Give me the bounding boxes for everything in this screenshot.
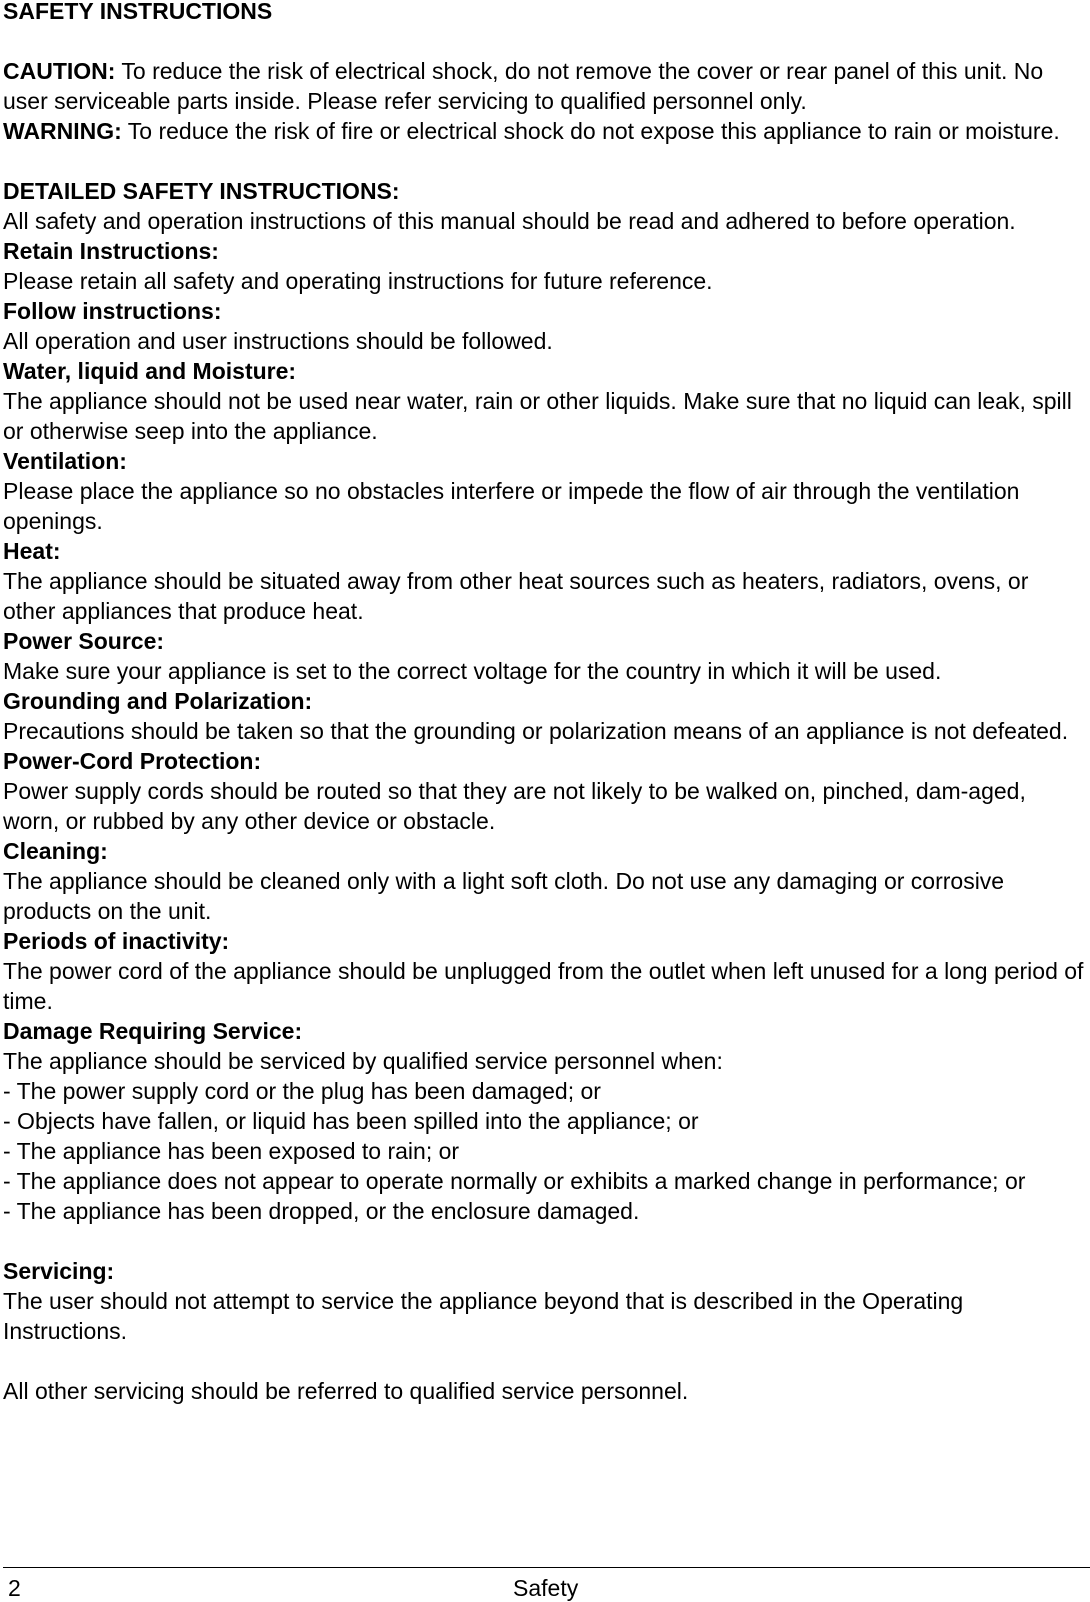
section-heading-ventilation: Ventilation:	[3, 448, 127, 474]
detailed-intro: All safety and operation instructions of this manual should be read and adhered to before operation.	[3, 208, 1016, 234]
detailed-heading: DETAILED SAFETY INSTRUCTIONS:	[3, 178, 400, 204]
document-page	[3, 0, 1087, 1600]
section-heading-grounding: Grounding and Polarization:	[3, 688, 313, 714]
damage-intro: The appliance should be serviced by qualified service personnel when:	[3, 1048, 723, 1074]
section-heading-inactivity: Periods of inactivity:	[3, 928, 230, 954]
section-text-grounding: Precautions should be taken so that the grounding or polarization means of an appliance is not defeated.	[3, 718, 1069, 744]
warning-paragraph	[3, 116, 1087, 146]
spacer	[3, 26, 1087, 56]
section-heading-cleaning: Cleaning:	[3, 838, 108, 864]
section-text-cleaning: The appliance should be cleaned only with a light soft cloth. Do not use any damaging or corrosive products on the unit.	[3, 868, 1005, 924]
footer-section-title: Safety	[513, 1575, 579, 1601]
page-title: SAFETY INSTRUCTIONS	[3, 0, 273, 24]
spacer	[3, 1346, 1087, 1376]
section-heading-power-source: Power Source:	[3, 628, 165, 654]
warning-text: To reduce the risk of fire or electrical shock do not expose this appliance to rain or moisture.	[121, 118, 1060, 144]
document-body	[3, 0, 1087, 1406]
section-text-inactivity: The power cord of the appliance should be unplugged from the outlet when left unused for a long period of time.	[3, 958, 1084, 1014]
page-number: 2	[8, 1575, 21, 1601]
damage-item: - Objects have fallen, or liquid has been spilled into the appliance; or	[3, 1108, 699, 1134]
spacer	[3, 146, 1087, 176]
section-heading-water: Water, liquid and Moisture:	[3, 358, 297, 384]
damage-item: - The appliance has been exposed to rain; or	[3, 1138, 460, 1164]
section-heading-power-cord: Power-Cord Protection:	[3, 748, 262, 774]
section-text-retain: Please retain all safety and operating instructions for future reference.	[3, 268, 713, 294]
footer-divider	[3, 1567, 1090, 1568]
section-heading-follow: Follow instructions:	[3, 298, 222, 324]
caution-label: CAUTION:	[3, 58, 116, 84]
damage-item: - The power supply cord or the plug has been damaged; or	[3, 1078, 601, 1104]
servicing-closing: All other servicing should be referred to qualified service personnel.	[3, 1378, 689, 1404]
servicing-heading: Servicing:	[3, 1258, 115, 1284]
section-text-power-cord: Power supply cords should be routed so that they are not likely to be walked on, pinched, dam-aged, worn, or rubbed by any other device or obstacle.	[3, 778, 1026, 834]
section-heading-retain: Retain Instructions:	[3, 238, 219, 264]
damage-item: - The appliance has been dropped, or the enclosure damaged.	[3, 1198, 640, 1224]
section-text-heat: The appliance should be situated away from other heat sources such as heaters, radiators, ovens, or other appliances that produce heat.	[3, 568, 1029, 624]
damage-item: - The appliance does not appear to operate normally or exhibits a marked change in performance; or	[3, 1168, 1026, 1194]
damage-heading: Damage Requiring Service:	[3, 1018, 303, 1044]
section-text-follow: All operation and user instructions should be followed.	[3, 328, 553, 354]
section-heading-heat: Heat:	[3, 538, 61, 564]
caution-paragraph	[3, 56, 1087, 116]
warning-label: WARNING:	[3, 118, 122, 144]
section-text-power-source: Make sure your appliance is set to the correct voltage for the country in which it will be used.	[3, 658, 942, 684]
section-text-ventilation: Please place the appliance so no obstacles interfere or impede the flow of air through the ventilation openings.	[3, 478, 1020, 534]
caution-text: To reduce the risk of electrical shock, do not remove the cover or rear panel of this unit. No user serviceable parts inside. Please refer servicing to qualified personnel only.	[3, 58, 1044, 114]
section-text-water: The appliance should not be used near water, rain or other liquids. Make sure that no liquid can leak, spill or otherwise seep into the appliance.	[3, 388, 1072, 444]
spacer	[3, 1226, 1087, 1256]
servicing-text: The user should not attempt to service the appliance beyond that is described in the Operating Instructions.	[3, 1288, 964, 1344]
